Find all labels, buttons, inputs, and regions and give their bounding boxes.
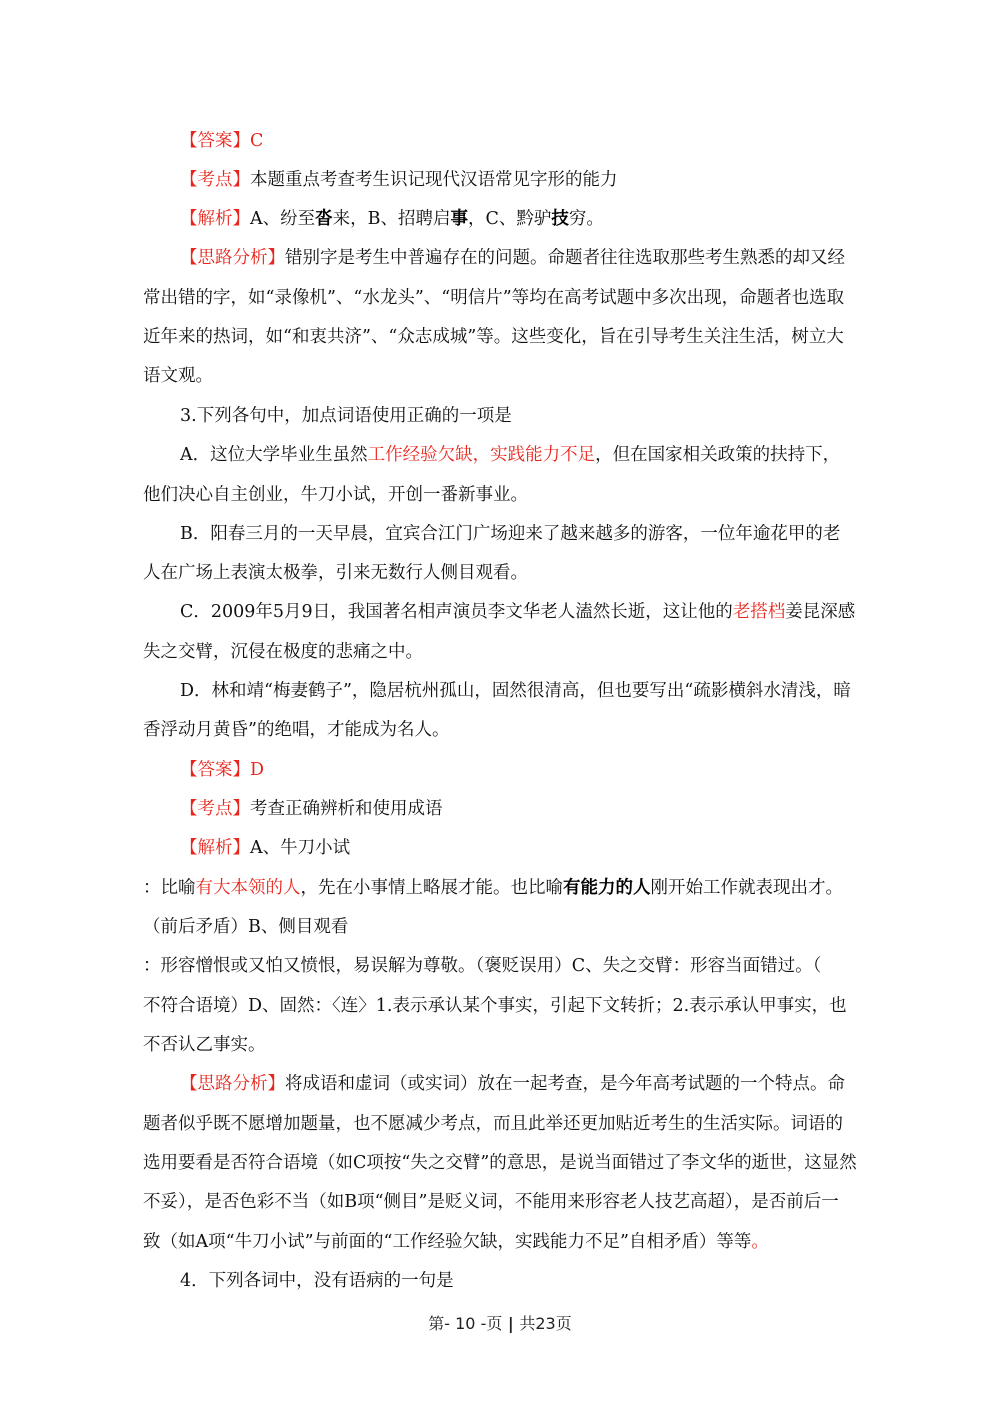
- analysis-tag: 【解析】: [180, 209, 250, 229]
- option-text: ，但在国家相关政策的扶持下，: [595, 445, 841, 465]
- q3-stem: 3.下列各句中，加点词语使用正确的一项是: [180, 406, 512, 426]
- q3-option-d-line2: 香浮动月黄昏”的绝唱，才能成为名人。: [143, 720, 450, 740]
- q2-think-line2: 常出错的字，如“录像机”、“水龙头”、“明信片”等均在高考试题中多次出现，命题者也选取: [143, 288, 845, 308]
- bold-char: 技: [551, 209, 569, 229]
- answer-value: C: [250, 131, 264, 151]
- think-tag: 【思路分析】: [180, 1074, 285, 1094]
- option-text: C．2009年5月9日，我国著名相声演员李文华老人溘然长逝，这让他的: [180, 602, 733, 622]
- think-text: 错别字是考生中普遍存在的问题。命题者往往选取那些考生熟悉的却又经: [285, 248, 845, 268]
- page-number: 第- 10 -页: [428, 1314, 503, 1333]
- q3-analysis-line4: ：形容憎恨或又怕又愤恨，易误解为尊敬。（褒贬误用）C、失之交臂：形容当面错过。（: [143, 956, 822, 976]
- highlight-text: 老搭档: [732, 602, 786, 622]
- point-tag: 【考点】: [180, 170, 250, 190]
- q3-analysis-line3: （前后矛盾）B、侧目观看: [143, 917, 349, 937]
- q3-analysis-line5: 不符合语境）D、固然：〈连〉1.表示承认某个事实，引起下文转折；2.表示承认甲事实，也: [143, 996, 847, 1016]
- q3-option-b: B．阳春三月的一天早晨，宜宾合江门广场迎来了越来越多的游客，一位年逾花甲的老: [180, 524, 841, 544]
- think-tag: 【思路分析】: [180, 248, 285, 268]
- analysis-text: A、牛刀小试: [250, 838, 351, 858]
- page-footer: [0, 1311, 1000, 1334]
- footer-separator: |: [502, 1314, 520, 1333]
- analysis-text: A、纷至: [250, 209, 316, 229]
- q3-answer: [180, 762, 264, 780]
- analysis-text: ，C、黔驴: [468, 209, 552, 229]
- think-text: 将成语和虚词（或实词）放在一起考查，是今年高考试题的一个特点。命: [285, 1074, 845, 1094]
- point-text: 考查正确辨析和使用成语: [250, 799, 443, 819]
- think-text-end: 。: [751, 1232, 769, 1252]
- page-total: 共23页: [519, 1314, 572, 1333]
- q2-think-line4: 语文观。: [143, 366, 213, 386]
- analysis-text: 穷。: [568, 209, 604, 229]
- q3-think-line2: 题者似乎既不愿增加题量，也不愿减少考点，而且此举还更加贴近考生的生活实际。词语的: [143, 1114, 843, 1134]
- q3-option-c-line2: 失之交臂，沉侵在极度的悲痛之中。: [143, 642, 423, 662]
- highlight-text: 工作经验欠缺，实践能力不足: [367, 445, 596, 465]
- answer-tag: 【答案】: [180, 131, 250, 151]
- q2-answer: [180, 133, 263, 151]
- bold-char: 事: [450, 209, 469, 229]
- q3-option-a-line2: 他们决心自主创业，牛刀小试，开创一番新事业。: [143, 485, 528, 505]
- bold-text: 有能力的人: [563, 878, 651, 898]
- analysis-text: 刚开始工作就表现出才。: [650, 878, 843, 898]
- option-text: 姜昆深感: [785, 602, 856, 622]
- q3-option-b-line2: 人在广场上表演太极拳，引来无数行人侧目观看。: [143, 563, 528, 583]
- q3-point: [180, 801, 443, 819]
- q3-think-line1: [180, 1076, 845, 1094]
- q2-think-line1: [180, 250, 845, 268]
- point-text: 本题重点考查考生识记现代汉语常见字形的能力: [250, 170, 618, 190]
- q3-think-line3: 选用要看是否符合语境（如C项按“失之交臂”的意思，是说当面错过了李文华的逝世，这显然: [143, 1153, 857, 1173]
- q3-option-c: [180, 604, 855, 622]
- q3-option-d: D．林和靖“梅妻鹤子”，隐居杭州孤山，固然很清高，但也要写出“疏影横斜水清浅，暗: [180, 681, 851, 701]
- analysis-text: ，先在小事情上略展才能。也比喻: [300, 878, 563, 898]
- bold-char: 沓: [315, 209, 333, 229]
- analysis-text: 来，B、招聘启: [332, 209, 451, 229]
- q2-think-line3: 近年来的热词，如“和衷共济”、“众志成城”等。这些变化，旨在引导考生关注生活，树立大: [143, 327, 844, 347]
- answer-tag: 【答案】: [180, 760, 250, 780]
- analysis-tag: 【解析】: [180, 838, 250, 858]
- q2-analysis: [180, 211, 604, 229]
- think-text: 致（如A项“牛刀小试”与前面的“工作经验欠缺，实践能力不足”自相矛盾）等等: [143, 1232, 752, 1252]
- point-tag: 【考点】: [180, 799, 250, 819]
- answer-value: D: [250, 760, 265, 780]
- highlight-text: 有大本领的人: [195, 878, 301, 898]
- q3-analysis-line2: [143, 880, 843, 898]
- analysis-text: ：比喻: [143, 878, 196, 898]
- q3-think-line4: 不妥），是否色彩不当（如B项“侧目”是贬义词，不能用来形容老人技艺高超），是否前后一: [143, 1192, 839, 1212]
- q4-stem: 4．下列各词中，没有语病的一句是: [180, 1271, 454, 1291]
- q2-point: [180, 172, 618, 190]
- q3-option-a: [180, 447, 840, 465]
- q3-think-line5: [143, 1234, 769, 1252]
- q3-analysis-line6: 不否认乙事实。: [143, 1035, 266, 1055]
- q3-analysis: [180, 840, 350, 858]
- option-text: A．这位大学毕业生虽然: [180, 445, 368, 465]
